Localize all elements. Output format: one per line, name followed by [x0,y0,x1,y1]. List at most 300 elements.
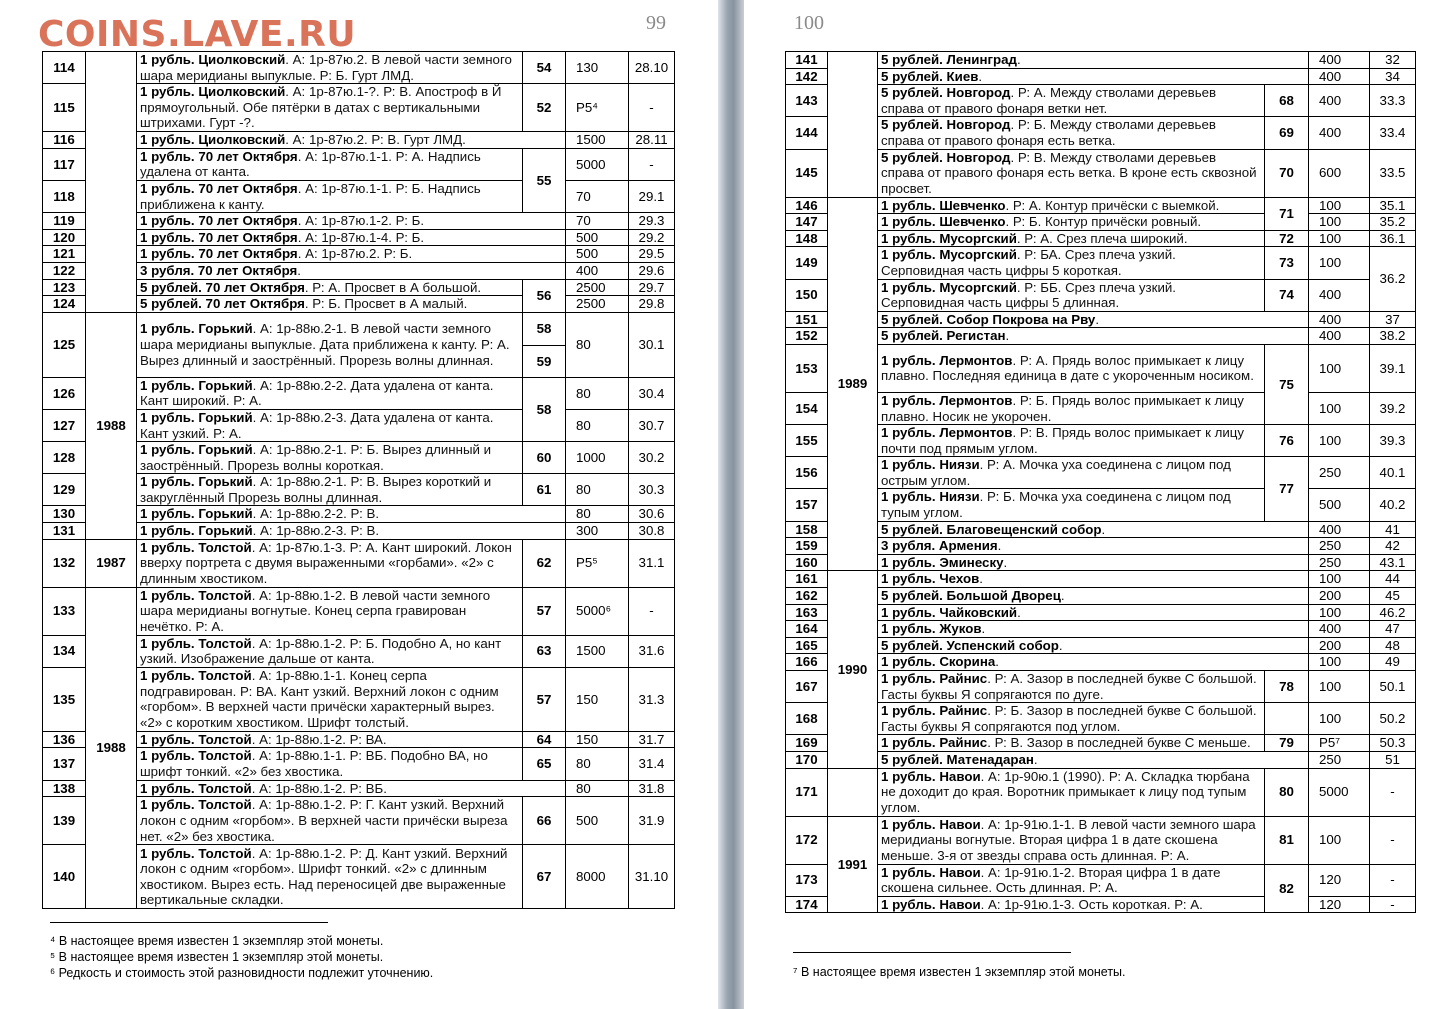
coin-title: 1 рубль. Горький [140,442,253,458]
rarity-value: 150 [566,731,629,748]
coin-description [878,392,1265,424]
rarity-value: 130 [566,52,629,84]
rarity-value: Р5⁷ [1309,735,1370,752]
coin-title: 1 рубль. Навои [881,896,981,912]
catalog-number: - [1370,864,1416,896]
rarity-value: 120 [1309,864,1370,896]
year-cell: 1987 [86,539,137,587]
coin-description [137,587,523,635]
coin-description [878,604,1309,621]
coin-description [137,409,523,441]
coin-title: 1 рубль. Навои [881,816,981,832]
footnote-separator [50,922,328,923]
coin-title: 1 рубль. Райнис [881,703,988,719]
coin-details: . А: 1р-87ю.1-1. Р: Б. Надпись приближена к канту. [140,180,481,212]
coin-details: . А: 1р-88ю.2-2. Р: В. [252,506,380,522]
coin-description [878,588,1309,605]
catalog-row [786,457,1416,489]
coin-title: 1 рубль. Навои [881,864,981,880]
coin-details: . А: 1р-87ю.2. Р: Б. [297,246,413,262]
coin-title: 1 рубль. Горький [140,377,253,393]
row-number: 172 [786,816,828,864]
rarity-value: 100 [1309,703,1370,735]
coin-details: . А: 1р-88ю.1-1. Р: ВБ. Подобно ВА, но шрифт тонкий. «2» без хвостика. [140,748,488,780]
variant-number: 60 [523,442,566,474]
rarity-value: 100 [1309,604,1370,621]
coin-details: . Р: А. Контур причёски с выемкой. [1005,197,1220,213]
rarity-value: 5000 [566,148,629,180]
rarity-value: 5000 [1309,768,1370,816]
catalog-number: 31.1 [629,539,675,587]
coin-title: 1 рубль. 70 лет Октября [140,246,298,262]
rarity-value: 400 [566,262,629,279]
coin-title: 1 рубль. Циолковский [140,132,286,148]
row-number: 124 [43,296,86,313]
coin-details: . [978,68,983,84]
catalog-number: 29.3 [629,213,675,230]
catalog-number: 42 [1370,538,1416,555]
row-number: 152 [786,328,828,345]
catalog-row [43,667,675,731]
coin-description [878,703,1265,735]
catalog-row [43,377,675,409]
catalog-row [43,262,675,279]
coin-title: 1 рубль. Циолковский [140,52,286,67]
coin-details: . А: 1р-88ю.1-2. В левой части земного шара меридианы вогнутые. Конец серпа гравирован нечётко. Р: А. [140,587,491,634]
coin-description [878,279,1265,311]
catalog-row [786,117,1416,149]
coin-title: 3 рубля. 70 лет Октября [140,262,298,278]
variant-number: 71 [1265,197,1309,230]
coin-description [137,296,523,313]
coin-title: 5 рублей. Успенский собор [881,637,1059,653]
catalog-row [786,214,1416,231]
row-number: 132 [43,539,86,587]
rarity-value: 100 [1309,214,1370,231]
catalog-number: 40.1 [1370,457,1416,489]
variant-number: 54 [523,52,566,84]
catalog-number: 33.4 [1370,117,1416,149]
catalog-row [43,246,675,263]
coin-details: . Р: А. Просвет в А большой. [304,279,482,295]
row-number: 131 [43,523,86,540]
rarity-value: 100 [1309,197,1370,214]
coin-details: . А: 1р-87ю.1-4. Р: Б. [297,229,425,245]
coin-title: 1 рубль. Скорина [881,654,996,670]
coin-details: . Р: Б. Зазор в последней букве С большой. Гасты буквы Я сопрягаются под углом. [881,703,1257,734]
rarity-value: 400 [1309,85,1370,117]
catalog-number: 28.11 [629,132,675,149]
coin-title: 5 рублей. Матенадаран [881,751,1034,767]
coin-description [878,637,1309,654]
catalog-row [43,748,675,780]
coin-description [137,442,523,474]
variant-number: 74 [1265,279,1309,311]
variant-number: 58 [523,377,566,441]
coin-description [878,311,1309,328]
coin-description [137,797,523,845]
catalog-number: 30.7 [629,409,675,441]
coin-title: 1 рубль. Жуков [881,621,982,637]
variant-number: 63 [523,635,566,667]
rarity-value: 120 [1309,896,1370,913]
catalog-number: - [629,84,675,132]
coin-title: 1 рубль. Чехов [881,571,980,587]
row-number: 163 [786,604,828,621]
row-number: 114 [43,52,86,84]
footnote: ⁴ В настоящее время известен 1 экземпляр этой монеты. [50,934,384,948]
variant-number: 79 [1265,735,1309,752]
coin-description [137,377,523,409]
catalog-number: 31.7 [629,731,675,748]
coin-details: . А: 1р-88ю.1-2. Р: ВБ. [251,780,387,796]
rarity-value: 200 [1309,588,1370,605]
coin-details: . А: 1р-87ю.1-?. Р: В. Апостроф в Й прямоугольный. Обе пятёрки в датах с вертикальными штрихами. Гурт -?. [140,84,502,131]
catalog-number: 39.1 [1370,344,1416,392]
catalog-number: 28.10 [629,52,675,84]
variant-number: 75 [1265,344,1309,424]
coin-description [878,214,1265,231]
catalog-row [786,149,1416,197]
catalog-number: 29.5 [629,246,675,263]
catalog-row [43,587,675,635]
coin-title: 1 рубль. Чайковский [881,604,1018,620]
catalog-number: 37 [1370,311,1416,328]
row-number: 162 [786,588,828,605]
rarity-value: 2500 [566,279,629,296]
coin-title: 1 рубль. Толстой [140,539,252,555]
variant-number: 56 [523,279,566,312]
coin-details: . А: 1р-88ю.2-1. Р: Б. Вырез длинный и заострённый. Прорезь волны короткая. [140,442,492,473]
rarity-value: 400 [1309,52,1370,69]
coin-title: 1 рубль. Ниязи [881,457,980,473]
coin-details: . А: 1р-88ю.2-2. Дата удалена от канта. Кант широкий. Р: А. [140,377,494,409]
row-number: 167 [786,671,828,703]
coin-title: 5 рублей. Киев [881,68,979,84]
coin-title: 1 рубль. Толстой [140,748,252,764]
rarity-value: 400 [1309,311,1370,328]
catalog-number: - [1370,768,1416,816]
coin-description [878,654,1309,671]
catalog-row [786,751,1416,768]
row-number: 120 [43,229,86,246]
book-gutter [718,0,744,1009]
catalog-number: 43.1 [1370,554,1416,571]
rarity-value: 70 [566,180,629,212]
row-number: 142 [786,68,828,85]
coin-description [878,538,1309,555]
rarity-value: 100 [1309,344,1370,392]
coin-description [878,247,1265,279]
coin-details: . А: 1р-90ю.1 (1990). Р: А. Складка тюрбана не доходит до края. Воротник примыкает к лицу под тупым углом. [881,768,1250,815]
variant-number: 67 [523,845,566,909]
coin-description [878,344,1265,392]
row-number: 147 [786,214,828,231]
coin-description [137,667,523,731]
coin-description [137,132,566,149]
variant-number: 73 [1265,247,1309,279]
catalog-row [43,296,675,313]
year-cell: 1988 [86,587,137,909]
row-number: 133 [43,587,86,635]
coin-details: . Р: В. Зазор в последней букве С меньше. [987,735,1251,751]
rarity-value: 150 [566,667,629,731]
rarity-value: 5000⁶ [566,587,629,635]
coin-details: . [1058,637,1063,653]
catalog-number: 32 [1370,52,1416,69]
catalog-row [43,474,675,506]
row-number: 161 [786,571,828,588]
variant-number: 70 [1265,149,1309,197]
rarity-value: 80 [566,377,629,409]
catalog-number: 39.3 [1370,425,1416,457]
catalog-number: - [1370,896,1416,913]
variant-number: 62 [523,539,566,587]
catalog-row [43,780,675,797]
rarity-value: 200 [1309,637,1370,654]
rarity-value: 400 [1309,117,1370,149]
right-page [744,0,1446,1009]
rarity-value: 500 [1309,489,1370,521]
coin-title: 3 рубля. Армения [881,538,998,554]
coin-title: 1 рубль. Толстой [140,635,252,651]
coin-title: 1 рубль. Горький [140,409,253,425]
rarity-value: 80 [566,748,629,780]
coin-title: 1 рубль. Лермонтов [881,352,1013,368]
coin-description [878,521,1309,538]
catalog-row [43,84,675,132]
coin-details: . А: 1р-91ю.1-3. Ость короткая. Р: А. [980,896,1203,912]
coin-title: 5 рублей. Новгород [881,149,1011,165]
rarity-value: 500 [566,229,629,246]
rarity-value: 100 [1309,247,1370,279]
catalog-number: 31.9 [629,797,675,845]
row-number: 135 [43,667,86,731]
page-number-right: 100 [794,12,824,34]
catalog-row [43,506,675,523]
variant-number: 80 [1265,768,1309,816]
coin-details: . А: 1р-88ю.2-3. Дата удалена от канта. Кант узкий. Р: А. [140,409,494,441]
coin-details: . Р: Б. Контур причёски ровный. [1005,214,1202,230]
catalog-row [786,328,1416,345]
coin-details: . [997,538,1002,554]
variant-number: 57 [523,587,566,635]
coin-title: 1 рубль. Райнис [881,671,988,686]
rarity-value: 500 [566,797,629,845]
rarity-value: 400 [1309,521,1370,538]
coin-description [878,751,1309,768]
catalog-row [786,230,1416,247]
variant-number: 64 [523,731,566,748]
coin-description [878,197,1265,214]
catalog-number: 30.1 [629,312,675,377]
catalog-row [786,588,1416,605]
coin-title: 1 рубль. Горький [140,321,253,337]
coin-title: 5 рублей. Новгород [881,85,1011,101]
row-number: 148 [786,230,828,247]
rarity-value: Р5⁴ [566,84,629,132]
catalog-row [786,703,1416,735]
footnote: ⁷ В настоящее время известен 1 экземпляр этой монеты. [793,965,1126,979]
rarity-value: 70 [566,213,629,230]
catalog-row [786,864,1416,896]
catalog-row [786,68,1416,85]
catalog-row [786,571,1416,588]
catalog-number: - [629,587,675,635]
coin-description [878,896,1265,913]
row-number: 118 [43,180,86,212]
rarity-value: 400 [1309,68,1370,85]
coin-title: 1 рубль. 70 лет Октября [140,213,298,229]
year-cell: 1990 [828,571,878,768]
rarity-value: Р5⁵ [566,539,629,587]
variant-number: 66 [523,797,566,845]
coin-description [878,768,1265,816]
catalog-number: 50.2 [1370,703,1416,735]
coin-details: . Р: БА. Срез плеча узкий. Серповидная часть цифры 5 короткая. [881,247,1176,278]
row-number: 140 [43,845,86,909]
catalog-number: - [629,148,675,180]
coin-title: 1 рубль. 70 лет Октября [140,148,298,164]
coin-description [137,84,523,132]
year-cell: 1988 [86,312,137,539]
variant-number: 59 [536,353,552,369]
row-number: 117 [43,148,86,180]
coin-description [878,425,1265,457]
watermark: COINS.LAVE.RU [38,14,357,55]
coin-details: . [1101,521,1106,537]
catalog-number: 29.1 [629,180,675,212]
catalog-number: 50.3 [1370,735,1416,752]
row-number: 141 [786,52,828,69]
row-number: 119 [43,213,86,230]
catalog-row [786,311,1416,328]
row-number: 145 [786,149,828,197]
year-cell: 1989 [828,197,878,571]
variant-number: 81 [1265,816,1309,864]
coin-title: 5 рублей. Большой Дворец [881,588,1061,604]
coin-details: . А: 1р-88ю.1-2. Р: ВА. [251,731,387,747]
coin-title: 1 рубль. Горький [140,474,253,490]
catalog-number: 31.4 [629,748,675,780]
catalog-number: 36.1 [1370,230,1416,247]
year-cell [828,768,878,816]
footnote: ⁵ В настоящее время известен 1 экземпляр этой монеты. [50,950,384,964]
coin-description [878,328,1309,345]
catalog-row [786,671,1416,703]
coin-details: . [1017,52,1021,67]
catalog-number: - [1370,816,1416,864]
coin-details: . [297,262,301,278]
coin-title: 1 рубль. Лермонтов [881,425,1013,441]
coin-description [137,780,566,797]
coin-title: 5 рублей. Собор Покрова на Рву [881,311,1096,327]
row-number: 129 [43,474,86,506]
catalog-table-right [785,51,1416,913]
year-cell [828,52,878,198]
catalog-row [786,896,1416,913]
catalog-row [786,621,1416,638]
row-number: 127 [43,409,86,441]
coin-details: . А: 1р-88ю.1-1. Конец серпа подгравирован. Р: ВА. Кант узкий. Верхний локон с одним «горбом». В верхней части причёски характерный вырез. «2» с коротким хвостиком. Шрифт толстый. [140,668,499,730]
row-number: 153 [786,344,828,392]
coin-details: . Р: А. Срез плеча широкий. [1016,230,1188,246]
rarity-value: 80 [566,506,629,523]
catalog-number: 49 [1370,654,1416,671]
coin-title: 1 рубль. Шевченко [881,214,1006,230]
coin-title: 5 рублей. Новгород [881,117,1011,133]
row-number: 164 [786,621,828,638]
coin-title: 1 рубль. 70 лет Октября [140,229,298,245]
rarity-value: 100 [1309,425,1370,457]
catalog-number: 29.7 [629,279,675,296]
catalog-row [786,425,1416,457]
coin-description [137,262,566,279]
row-number: 115 [43,84,86,132]
coin-details: . А: 1р-88ю.1-2. Р: Б. Подобно А, но кант узкий. Изображение дальше от канта. [140,635,502,667]
coin-description [137,312,523,377]
row-number: 122 [43,262,86,279]
catalog-row [786,637,1416,654]
coin-description [137,731,523,748]
rarity-value: 100 [1309,230,1370,247]
coin-description [878,117,1265,149]
rarity-value: 80 [566,409,629,441]
row-number: 123 [43,279,86,296]
variant-number: 65 [523,748,566,780]
coin-description [878,571,1309,588]
coin-details: . А: 1р-87ю.1-2. Р: Б. [297,213,425,229]
catalog-number: 48 [1370,637,1416,654]
coin-description [137,845,523,909]
row-number: 150 [786,279,828,311]
catalog-number: 31.3 [629,667,675,731]
catalog-row [786,489,1416,521]
coin-details: . А: 1р-88ю.2-1. Р: В. Вырез короткий и закруглённый Прорезь волны длинная. [140,474,492,505]
catalog-number: 33.3 [1370,85,1416,117]
catalog-row [43,312,675,377]
coin-details: . Р: А. Мочка уха соединена с лицом под острым углом. [881,457,1231,488]
catalog-number: 31.6 [629,635,675,667]
variant-number: 77 [1265,457,1309,521]
coin-description [137,180,523,212]
catalog-row [43,132,675,149]
coin-details: . А: 1р-91ю.1-1. В левой части земного шара меридианы вогнутые. Вторая цифра 1 в дате скошена меньше. 3-я от звезды справа ость длинная. Р: А. [881,816,1256,863]
catalog-row [786,554,1416,571]
catalog-row [786,816,1416,864]
year-cell [86,52,137,313]
catalog-number: 47 [1370,621,1416,638]
rarity-value: 250 [1309,538,1370,555]
coin-details: . Р: Б. Мочка уха соединена с лицом под тупым углом. [881,489,1231,521]
catalog-row [786,52,1416,69]
coin-title: 1 рубль. Толстой [140,845,252,861]
row-number: 154 [786,392,828,424]
row-number: 125 [43,312,86,377]
row-number: 158 [786,521,828,538]
catalog-number: 34 [1370,68,1416,85]
catalog-number: 30.2 [629,442,675,474]
rarity-value: 100 [1309,671,1370,703]
coin-title: 5 рублей. 70 лет Октября [140,296,305,312]
coin-description [878,554,1309,571]
rarity-value: 500 [566,246,629,263]
catalog-number: 39.2 [1370,392,1416,424]
row-number: 165 [786,637,828,654]
coin-details: . Р: В. Между стволами деревьев справа от правого фонаря есть ветка. В кроне есть сквозной просвет. [881,149,1257,196]
coin-details: . А: 1р-88ю.2-3. Р: В. [252,523,380,539]
rarity-value: 250 [1309,554,1370,571]
